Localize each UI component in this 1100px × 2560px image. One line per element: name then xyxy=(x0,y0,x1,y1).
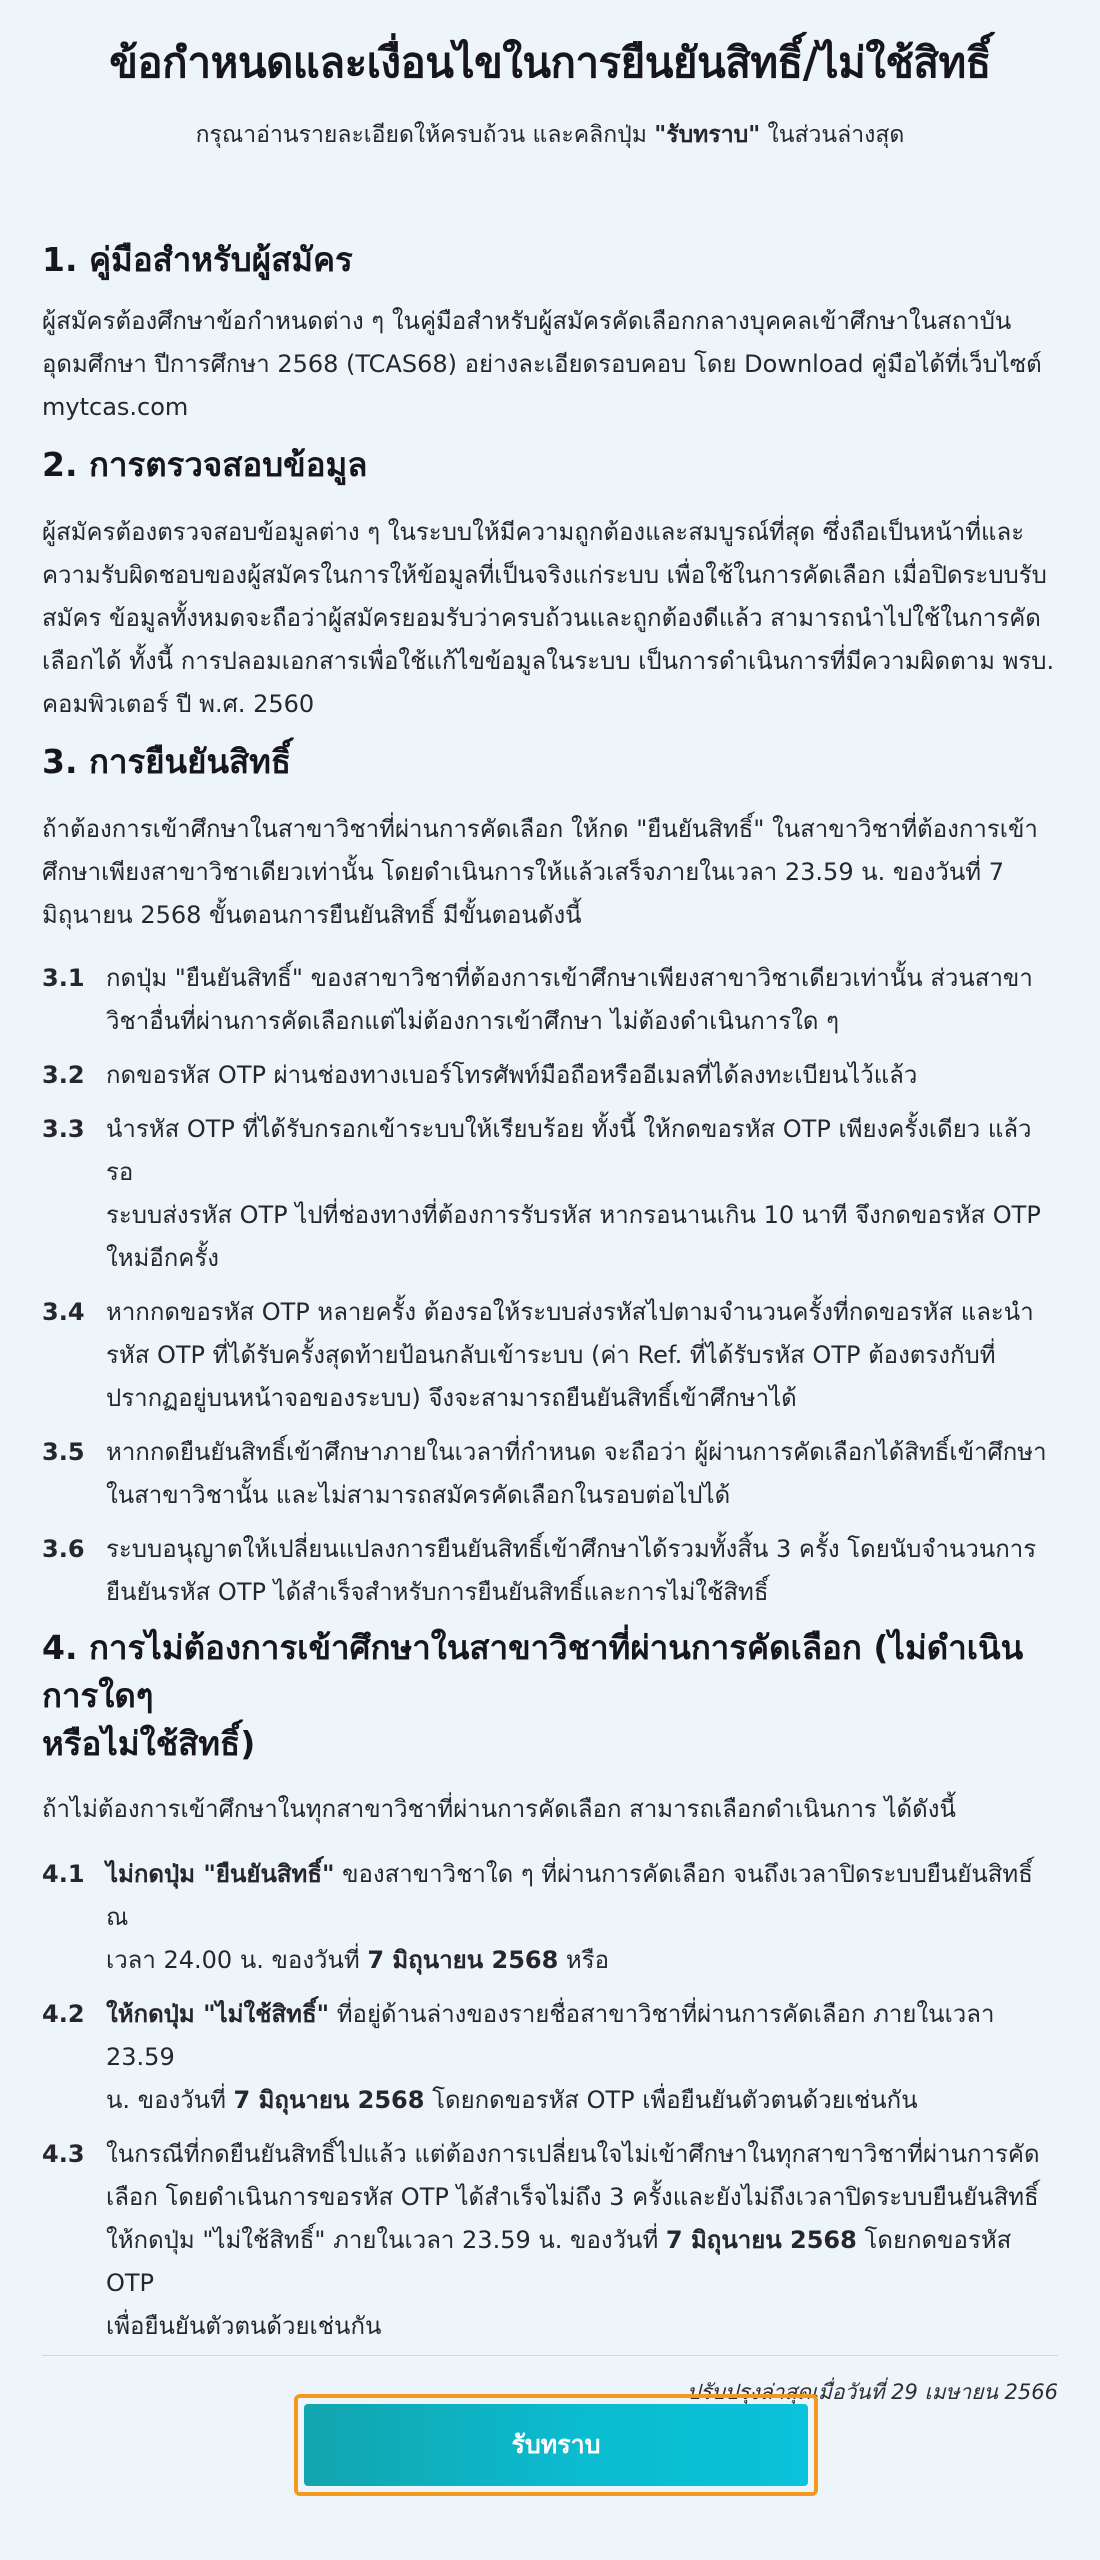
section-2-line: ผู้สมัครต้องตรวจสอบข้อมูลต่าง ๆ ในระบบให้มีความถูกต้องและสมบูรณ์ที่สุด ซึ่งถือเป็นหน้าที่และ xyxy=(42,518,1025,546)
item-text xyxy=(106,1993,1058,2122)
item-line xyxy=(106,2079,1058,2122)
item-line: หากกดยืนยันสิทธิ์เข้าศึกษาภายในเวลาที่กำหนด จะถือว่า ผู้ผ่านการคัดเลือกได้สิทธิ์เข้าศึกษา xyxy=(106,1438,1047,1466)
item-span: ของสาขาวิชาใด ๆ ที่ผ่านการคัดเลือก จนถึงเวลาปิดระบบยืนยันสิทธิ์ ณ xyxy=(106,1860,1033,1931)
list-item xyxy=(42,1054,1058,1097)
item-line: ในสาขาวิชานั้น และไม่สามารถสมัครคัดเลือกในรอบต่อไปได้ xyxy=(106,1481,731,1509)
item-line: รหัส OTP ที่ได้รับครั้งสุดท้ายป้อนกลับเข้าระบบ (ค่า Ref. ที่ได้รับรหัส OTP ต้องตรงกับที่ xyxy=(106,1341,996,1369)
item-text xyxy=(106,1291,1058,1420)
section-4-intro: ถ้าไม่ต้องการเข้าศึกษาในทุกสาขาวิชาที่ผ่านการคัดเลือก สามารถเลือกดำเนินการ ได้ดังนี้ xyxy=(42,1795,956,1823)
section-2-line: สมัคร ข้อมูลทั้งหมดจะถือว่าผู้สมัครยอมรับว่าครบถ้วนและถูกต้องดีแล้ว สามารถนำไปใช้ในการคัด xyxy=(42,604,1041,632)
list-item xyxy=(42,957,1058,1043)
subtitle-text-end: ในส่วนล่างสุด xyxy=(760,122,905,148)
item-line xyxy=(106,1993,1058,2079)
item-number: 4.1 xyxy=(42,1860,85,1888)
section-1-line: อุดมศึกษา ปีการศึกษา 2568 (TCAS68) อย่างละเอียดรอบคอบ โดย Download คู่มือได้ที่เว็บไซต์ xyxy=(42,350,1042,378)
accept-button-focus-ring xyxy=(294,2394,818,2496)
item-line: ปรากฏอยู่บนหน้าจอของระบบ) จึงจะสามารถยืนยันสิทธิ์เข้าศึกษาได้ xyxy=(106,1384,797,1412)
item-bold: 7 มิถุนายน 2568 xyxy=(233,2086,425,2114)
item-line: ใหม่อีกครั้ง xyxy=(106,1244,219,1272)
item-line: กดขอรหัส OTP ผ่านช่องทางเบอร์โทรศัพท์มือถือหรืออีเมลที่ได้ลงทะเบียนไว้แล้ว xyxy=(106,1061,918,1089)
list-item xyxy=(42,1993,1058,2122)
item-number: 3.6 xyxy=(42,1535,85,1563)
list-item xyxy=(42,1431,1058,1517)
item-number: 4.2 xyxy=(42,2000,85,2028)
item-bold: ไม่กดปุ่ม "ยืนยันสิทธิ์" xyxy=(106,1860,335,1888)
item-line: นำรหัส OTP ที่ได้รับกรอกเข้าระบบให้เรียบร้อย ทั้งนี้ ให้กดขอรหัส OTP เพียงครั้งเดียว แล้วรอ xyxy=(106,1115,1032,1186)
item-line: ยืนยันรหัส OTP ได้สำเร็จสำหรับการยืนยันสิทธิ์และการไม่ใช้สิทธิ์ xyxy=(106,1578,769,1606)
item-span: หรือ xyxy=(558,1946,610,1974)
item-number: 3.4 xyxy=(42,1298,85,1326)
section-2-line: ความรับผิดชอบของผู้สมัครในการให้ข้อมูลที่เป็นจริงแก่ระบบ เพื่อใช้ในการคัดเลือก เมื่อปิดระบบรับ xyxy=(42,561,1047,589)
item-bold: 7 มิถุนายน 2568 xyxy=(665,2226,857,2254)
item-bold: 7 มิถุนายน 2568 xyxy=(367,1946,559,1974)
section-3-heading: 3. การยืนยันสิทธิ์ xyxy=(42,742,292,781)
item-span: โดยกดขอรหัส OTP เพื่อยืนยันตัวตนด้วยเช่นกัน xyxy=(424,2086,918,2114)
section-4-heading-line: 4. การไม่ต้องการเข้าศึกษาในสาขาวิชาที่ผ่านการคัดเลือก (ไม่ดำเนินการใดๆ xyxy=(42,1628,1024,1715)
section-2-line: เลือกได้ ทั้งนี้ การปลอมเอกสารเพื่อใช้แก้ไขข้อมูลในระบบ เป็นการดำเนินการที่มีความผิดตาม พรบ. xyxy=(42,647,1055,675)
footer-divider xyxy=(42,2355,1058,2356)
subtitle-bold: "รับทราบ" xyxy=(654,122,761,148)
item-line: ระบบส่งรหัส OTP ไปที่ช่องทางที่ต้องการรับรหัส หากรอนานเกิน 10 นาที จึงกดขอรหัส OTP xyxy=(106,1201,1041,1229)
item-line xyxy=(106,1853,1058,1939)
item-line: วิชาอื่นที่ผ่านการคัดเลือกแต่ไม่ต้องการเข้าศึกษา ไม่ต้องดำเนินการใด ๆ xyxy=(106,1007,839,1035)
accept-button[interactable]: รับทราบ xyxy=(304,2404,808,2486)
list-item xyxy=(42,1108,1058,1280)
item-span: เวลา 24.00 น. ของวันที่ xyxy=(106,1946,368,1974)
section-1 xyxy=(42,236,1058,429)
section-4 xyxy=(42,1624,1058,2348)
item-span: ให้กดปุ่ม "ไม่ใช้สิทธิ์" ภายในเวลา 23.59 น. ของวันที่ xyxy=(106,2226,666,2254)
item-text xyxy=(106,1853,1058,1982)
item-text xyxy=(106,957,1058,1043)
page-subtitle xyxy=(42,118,1058,152)
section-4-heading-line: หรือไม่ใช้สิทธิ์) xyxy=(42,1724,256,1763)
item-line: หากกดขอรหัส OTP หลายครั้ง ต้องรอให้ระบบส่งรหัสไปตามจำนวนครั้งที่กดขอรหัส และนำ xyxy=(106,1298,1034,1326)
item-number: 3.3 xyxy=(42,1115,85,1143)
page-title: ข้อกำหนดและเงื่อนไขในการยืนยันสิทธิ์/ไม่ใช้สิทธิ์ xyxy=(109,38,991,87)
item-number: 3.5 xyxy=(42,1438,85,1466)
list-item xyxy=(42,1291,1058,1420)
item-text xyxy=(106,1054,1058,1097)
section-2-heading: 2. การตรวจสอบข้อมูล xyxy=(42,445,368,484)
item-text xyxy=(106,1108,1058,1280)
item-line: ในกรณีที่กดยืนยันสิทธิ์ไปแล้ว แต่ต้องการเปลี่ยนใจไม่เข้าศึกษาในทุกสาขาวิชาที่ผ่านการคัด xyxy=(106,2140,1040,2168)
item-span: น. ของวันที่ xyxy=(106,2086,234,2114)
section-3-intro: มิถุนายน 2568 ขั้นตอนการยืนยันสิทธิ์ มีขั้นตอนดังนี้ xyxy=(42,901,582,929)
item-text xyxy=(106,1528,1058,1614)
item-number: 3.2 xyxy=(42,1061,85,1089)
item-text xyxy=(106,1431,1058,1517)
section-4-heading xyxy=(42,1624,1058,1768)
section-3-intro: ศึกษาเพียงสาขาวิชาเดียวเท่านั้น โดยดำเนินการให้แล้วเสร็จภายในเวลา 23.59 น. ของวันที่ 7 xyxy=(42,858,1005,886)
section-1-heading: 1. คู่มือสำหรับผู้สมัคร xyxy=(42,240,353,279)
section-3-intro: ถ้าต้องการเข้าศึกษาในสาขาวิชาที่ผ่านการคัดเลือก ให้กด "ยืนยันสิทธิ์" ในสาขาวิชาที่ต้องการเข้า xyxy=(42,815,1038,843)
item-line: ระบบอนุญาตให้เปลี่ยนแปลงการยืนยันสิทธิ์เข้าศึกษาได้รวมทั้งสิ้น 3 ครั้ง โดยนับจำนวนการ xyxy=(106,1535,1037,1563)
item-number: 4.3 xyxy=(42,2140,85,2168)
item-line: กดปุ่ม "ยืนยันสิทธิ์" ของสาขาวิชาที่ต้องการเข้าศึกษาเพียงสาขาวิชาเดียวเท่านั้น ส่วนสาขา xyxy=(106,964,1033,992)
list-item xyxy=(42,2133,1058,2348)
item-text xyxy=(106,2133,1058,2348)
section-1-line: mytcas.com xyxy=(42,393,189,421)
item-line: เพื่อยืนยันตัวตนด้วยเช่นกัน xyxy=(106,2312,382,2340)
list-item xyxy=(42,1528,1058,1614)
item-bold: ให้กดปุ่ม "ไม่ใช้สิทธิ์" xyxy=(106,2000,330,2028)
item-line xyxy=(106,2219,1058,2305)
section-2-line: คอมพิวเตอร์ ปี พ.ศ. 2560 xyxy=(42,690,315,718)
subtitle-text: กรุณาอ่านรายละเอียดให้ครบถ้วน และคลิกปุ่ม xyxy=(195,122,655,148)
last-updated-note: ปรับปรุงล่าสุดเมื่อวันที่ 29 เมษายน 2566 xyxy=(686,2380,1058,2404)
section-1-line: ผู้สมัครต้องศึกษาข้อกำหนดต่าง ๆ ในคู่มือสำหรับผู้สมัครคัดเลือกกลางบุคคลเข้าศึกษาในสถาบัน xyxy=(42,307,1012,335)
item-number: 3.1 xyxy=(42,964,85,992)
section-2 xyxy=(42,441,1058,726)
section-3 xyxy=(42,738,1058,1614)
item-span: โดยกดขอรหัส OTP xyxy=(106,2226,1012,2297)
item-line xyxy=(106,1939,1058,1982)
list-item xyxy=(42,1853,1058,1982)
item-span: ที่อยู่ด้านล่างของรายชื่อสาขาวิชาที่ผ่านการคัดเลือก ภายในเวลา 23.59 xyxy=(106,2000,995,2071)
item-line: เลือก โดยดำเนินการขอรหัส OTP ได้สำเร็จไม่ถึง 3 ครั้งและยังไม่ถึงเวลาปิดระบบยืนยันสิทธิ์ xyxy=(106,2183,1039,2211)
